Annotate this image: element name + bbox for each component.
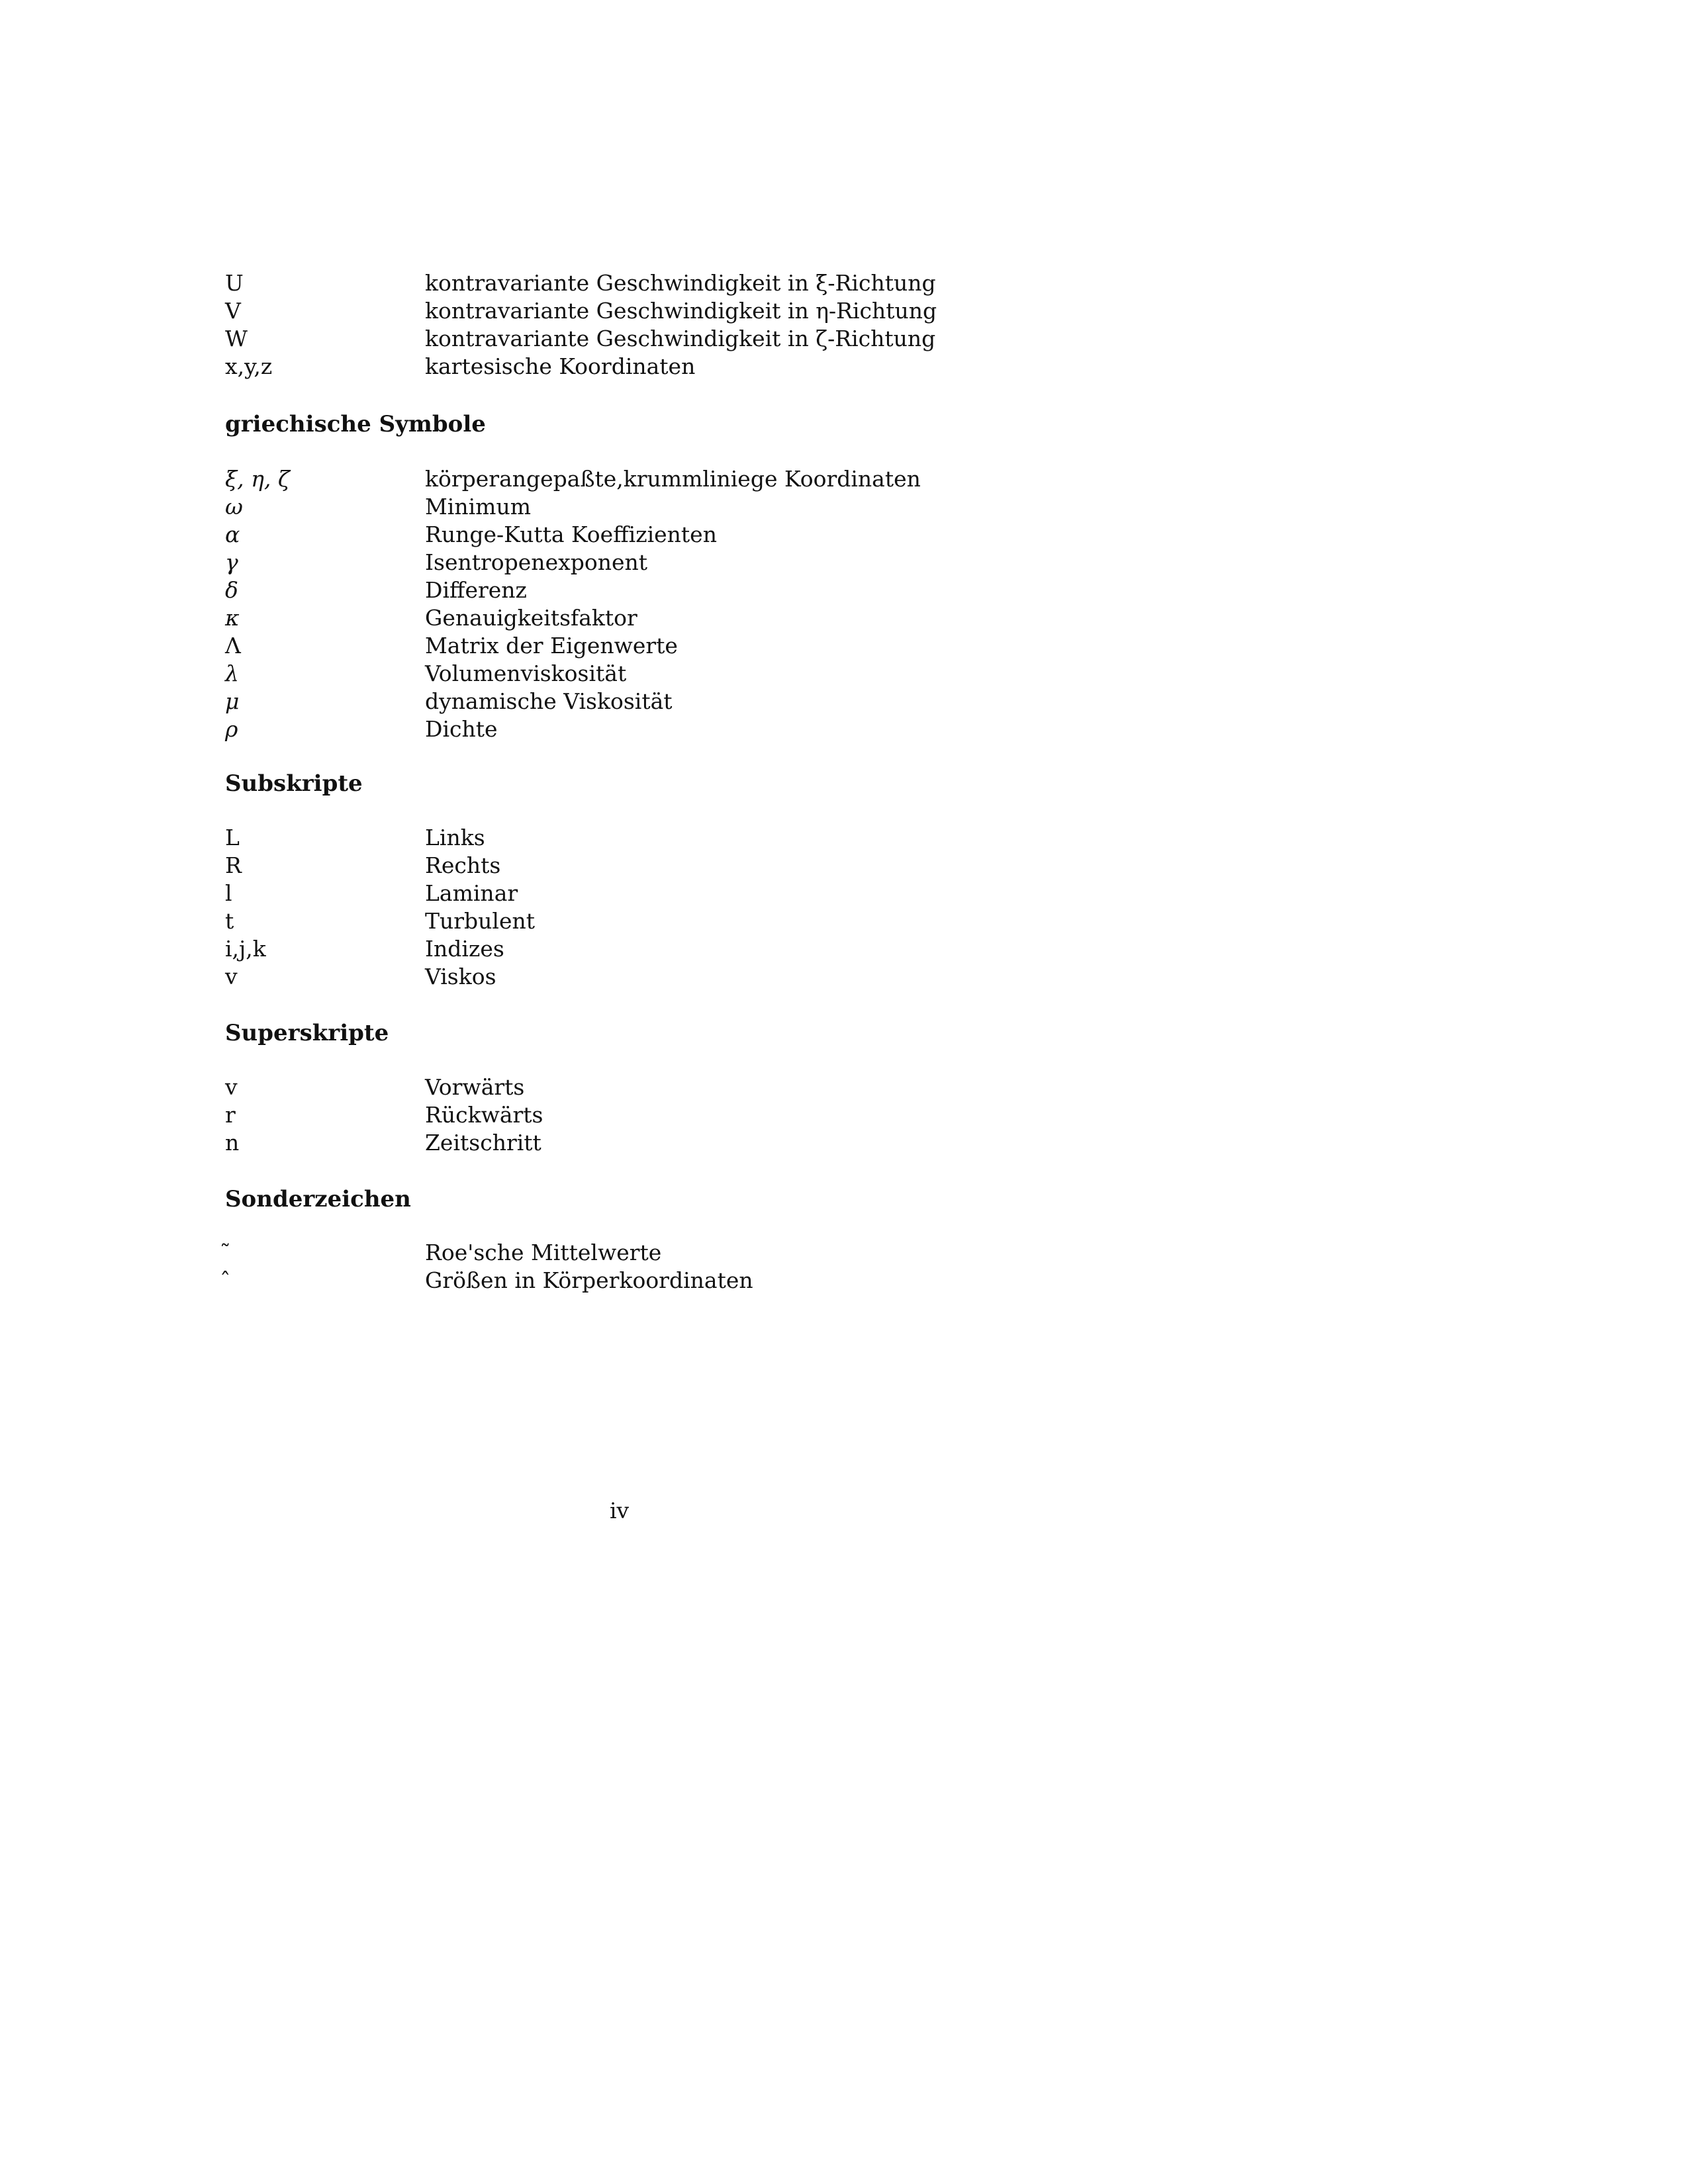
symbol: n — [225, 1130, 240, 1156]
description: Turbulent — [425, 908, 536, 934]
list-item — [225, 325, 1218, 353]
description: Viskos — [425, 964, 496, 989]
special-characters-list — [220, 1239, 1218, 1295]
description: Indizes — [425, 936, 504, 962]
description: Größen in Körperkoordinaten — [425, 1267, 753, 1293]
subscripts-list — [225, 824, 1218, 991]
description: Runge-Kutta Koeffizienten — [425, 522, 717, 547]
list-item — [225, 963, 1218, 991]
section-heading-greek: griechische Symbole — [225, 411, 486, 437]
symbol: κ — [225, 605, 240, 631]
description: Links — [425, 825, 485, 850]
symbol: μ — [225, 688, 240, 714]
list-item — [225, 660, 1218, 688]
list-item — [225, 604, 1218, 632]
description: Isentropenexponent — [425, 549, 647, 575]
description: Rechts — [425, 852, 501, 878]
description: körperangepaßte,krummliniege Koordinaten — [425, 466, 921, 492]
list-item — [220, 1267, 1218, 1295]
list-item — [225, 493, 1218, 521]
list-item — [225, 715, 1218, 743]
list-item — [225, 880, 1218, 907]
description: Minimum — [425, 494, 531, 520]
description: Volumenviskosität — [425, 660, 627, 686]
latin-symbols-list — [225, 269, 1218, 381]
description: Rückwärts — [425, 1102, 543, 1128]
description: Zeitschritt — [425, 1130, 541, 1156]
symbol: V — [225, 298, 241, 324]
symbol: ρ — [225, 716, 238, 742]
description: Vorwärts — [425, 1074, 525, 1100]
list-item — [225, 824, 1218, 852]
list-item — [225, 521, 1218, 549]
hat-symbol: ˆ — [220, 1267, 231, 1293]
description: kartesische Koordinaten — [425, 353, 696, 379]
description: kontravariante Geschwindigkeit in η-Richtung — [425, 298, 937, 324]
list-item — [225, 1073, 1218, 1101]
symbol: v — [225, 964, 238, 989]
list-item — [225, 1101, 1218, 1129]
description: kontravariante Geschwindigkeit in ζ-Richtung — [425, 326, 936, 351]
symbol: λ — [225, 660, 239, 686]
superscripts-list — [225, 1073, 1218, 1157]
list-item — [225, 688, 1218, 715]
list-item — [225, 353, 1218, 381]
description: Roe'sche Mittelwerte — [425, 1240, 662, 1265]
symbol: Λ — [225, 633, 241, 659]
description: Dichte — [425, 716, 498, 742]
page-number: iv — [610, 1498, 630, 1524]
description: Differenz — [425, 577, 527, 603]
list-item — [225, 269, 1218, 297]
symbol: δ — [225, 577, 238, 603]
symbol: v — [225, 1074, 238, 1100]
symbol: t — [225, 908, 234, 934]
description: Matrix der Eigenwerte — [425, 633, 678, 659]
symbol: L — [225, 825, 240, 850]
list-item — [225, 297, 1218, 325]
list-item — [220, 1239, 1218, 1267]
symbol: r — [225, 1102, 236, 1128]
description: kontravariante Geschwindigkeit in ξ-Richtung — [425, 270, 936, 296]
symbol: W — [225, 326, 248, 351]
symbol: x,y,z — [225, 353, 273, 379]
symbol: l — [225, 880, 232, 906]
greek-symbols-list — [225, 465, 1218, 743]
description: dynamische Viskosität — [425, 688, 673, 714]
symbol: U — [225, 270, 244, 296]
description: Genauigkeitsfaktor — [425, 605, 637, 631]
list-item — [225, 465, 1218, 493]
section-heading-subscripts: Subskripte — [225, 770, 363, 797]
list-item — [225, 935, 1218, 963]
section-heading-special: Sonderzeichen — [225, 1186, 411, 1212]
list-item — [225, 632, 1218, 660]
symbol: γ — [225, 549, 238, 575]
symbol: ω — [225, 494, 243, 520]
section-heading-superscripts: Superskripte — [225, 1020, 389, 1046]
list-item — [225, 1129, 1218, 1157]
symbol: R — [225, 852, 242, 878]
tilde-symbol: ˜ — [220, 1240, 231, 1265]
list-item — [225, 907, 1218, 935]
symbol: i,j,k — [225, 936, 266, 962]
symbol: ξ, η, ζ — [225, 466, 290, 492]
list-item — [225, 549, 1218, 576]
list-item — [225, 576, 1218, 604]
description: Laminar — [425, 880, 518, 906]
symbol: α — [225, 522, 240, 547]
list-item — [225, 852, 1218, 880]
